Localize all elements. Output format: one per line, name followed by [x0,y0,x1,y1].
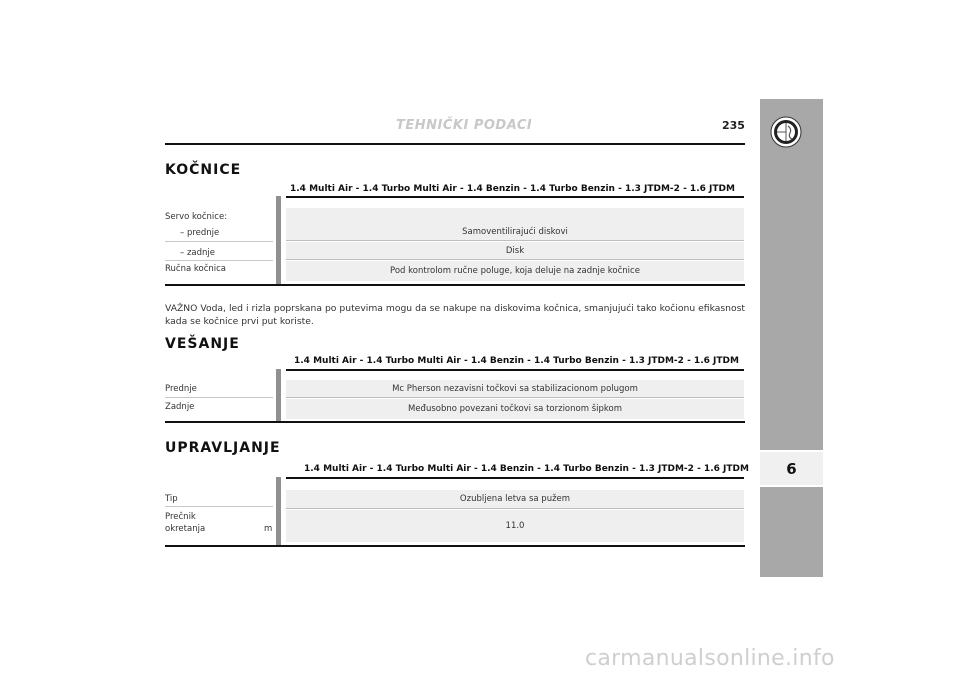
steering-label-type: Tip [165,494,178,504]
steering-header-rule [286,477,744,479]
brakes-title: KOČNICE [165,162,242,178]
sidebar-panel-bottom [760,487,823,577]
label-separator [165,397,273,398]
label-separator [165,241,273,242]
steering-label-turning-line1: Prečnik [165,512,196,522]
brakes-header-rule [286,196,744,198]
brakes-label-front: – prednje [180,228,220,238]
suspension-header-rule [286,369,744,371]
suspension-value-front-cell [286,380,744,397]
brakes-bottom-rule [165,284,745,286]
cell-separator [286,508,744,509]
steering-label-turning-unit: m [264,524,273,534]
suspension-label-front: Prednje [165,384,197,394]
steering-value-turning-cell [286,510,744,542]
brakes-value-front-cell [286,208,744,240]
brakes-column-header: 1.4 Multi Air - 1.4 Turbo Multi Air - 1.4 Benzin - 1.4 Turbo Benzin - 1.3 JTDM-2 - 1.6 JTDM [290,184,735,194]
steering-value-turning: 11.0 [505,521,525,531]
brakes-note: VAŽNO Voda, led i rizla poprskana po putevima mogu da se nakupe na diskovima kočnica, smanjujući tako kočionu efikasnost kada se kočnice prvi put koriste. [165,303,745,327]
steering-title: UPRAVLJANJE [165,440,281,456]
cell-separator [286,240,744,241]
cell-separator [286,397,744,398]
brakes-value-rear: Disk [505,245,525,256]
suspension-label-rear: Zadnje [165,402,195,412]
sidebar-panel-top [760,99,823,450]
steering-label-turning-line2: okretanja [165,524,206,534]
steering-column-header: 1.4 Multi Air - 1.4 Turbo Multi Air - 1.4 Benzin - 1.4 Turbo Benzin - 1.3 JTDM-2 - 1.6 JTDM [304,464,749,474]
brakes-label-handbrake: Ručna kočnica [165,264,227,274]
brakes-label-servo: Servo kočnice: [165,212,228,222]
header-rule [165,143,745,145]
brakes-value-front: Samoventilirajući diskovi [462,227,568,237]
cell-separator [286,259,744,260]
steering-value-type: Ozubljena letva sa pužem [459,494,571,504]
brakes-label-rear: – zadnje [180,248,215,258]
steering-bottom-rule [165,545,745,547]
suspension-value-rear: Međusobno povezani točkovi sa torzionom šipkom [407,404,622,414]
suspension-vertical-bar [276,369,281,423]
label-separator [165,506,273,507]
page-number: 235 [722,119,745,132]
chapter-tab[interactable]: 6 [760,452,823,485]
brakes-value-handbrake-cell [286,261,744,281]
suspension-value-front: Mc Pherson nezavisni točkovi sa stabilizacionom polugom [392,383,638,394]
suspension-bottom-rule [165,421,745,423]
label-separator [165,260,273,261]
brand-logo-icon [770,116,802,148]
suspension-column-header: 1.4 Multi Air - 1.4 Turbo Multi Air - 1.4 Benzin - 1.4 Turbo Benzin - 1.3 JTDM-2 - 1.6 JTDM [294,356,739,366]
chapter-heading: TEHNIČKI PODACI [396,118,533,133]
suspension-title: VEŠANJE [165,336,240,352]
steering-vertical-bar [276,477,281,547]
brakes-value-rear-cell [286,242,744,259]
brakes-value-handbrake: Pod kontrolom ručne poluge, koja deluje na zadnje kočnice [390,266,640,276]
steering-value-type-cell [286,490,744,508]
suspension-value-rear-cell [286,399,744,419]
brakes-vertical-bar [276,196,281,285]
watermark: carmanualsonline.info [585,646,835,671]
